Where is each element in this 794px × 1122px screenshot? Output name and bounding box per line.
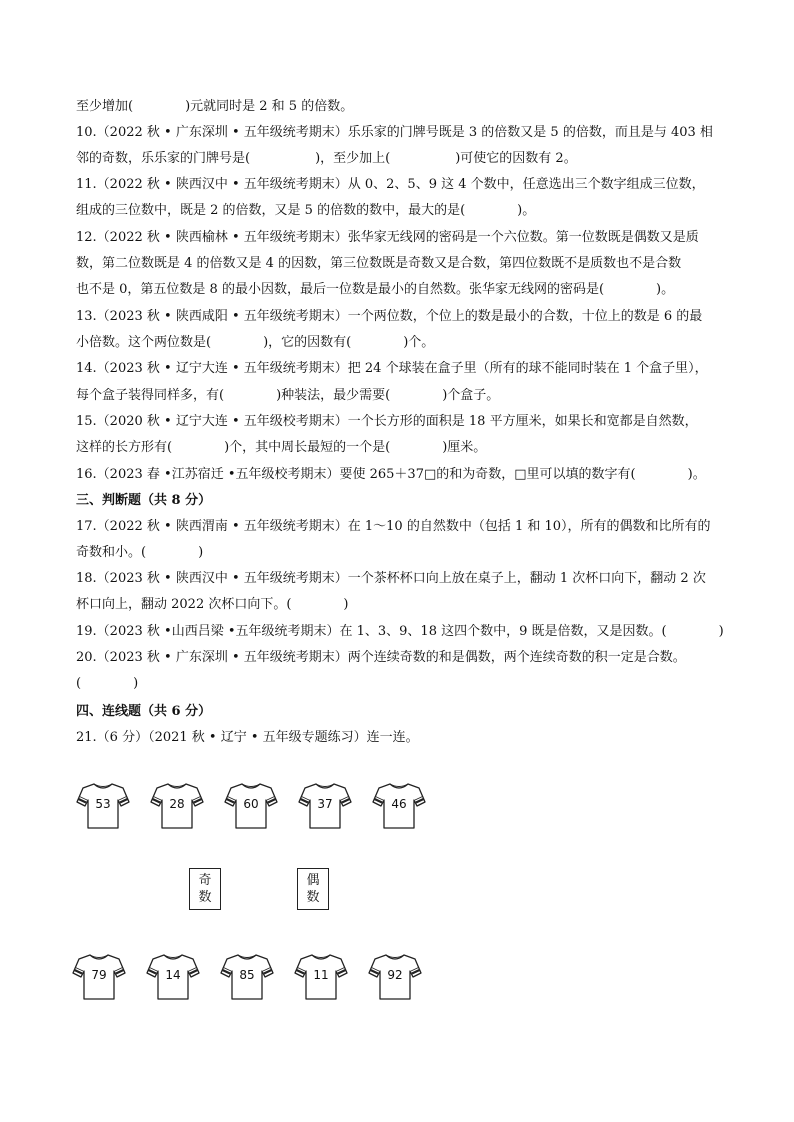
question-line: 奇数和小。( ) — [76, 545, 204, 560]
question-line: 杯口向上，翻动 2022 次杯口向下。( ) — [76, 597, 349, 612]
shirt-number: 60 — [243, 797, 259, 811]
question-line: 12.（2022 秋 • 陕西榆林 • 五年级统考期末）张华家无线网的密码是一个六位数。第一位数既是偶数又是质 — [76, 230, 699, 245]
question-line: 17.（2022 秋 • 陕西渭南 • 五年级统考期末）在 1～10 的自然数中（包括 1 和 10），所有的偶数和比所有的 — [76, 519, 711, 534]
section-heading: 三、判断题（共 8 分） — [76, 493, 212, 508]
question-line: 11.（2022 秋 • 陕西汉中 • 五年级统考期末）从 0、2、5、9 这 4 个数中，任意选出三个数字组成三位数， — [76, 177, 705, 192]
question-line: 14.（2023 秋 • 辽宁大连 • 五年级统考期末）把 24 个球装在盒子里（所有的球不能同时装在 1 个盒子里）， — [76, 361, 708, 376]
shirt-number: 37 — [317, 797, 333, 811]
question-line: 21.（6 分）（2021 秋 • 辽宁 • 五年级专题练习）连一连。 — [76, 730, 419, 745]
shirt-number: 85 — [239, 968, 255, 982]
even-number-box — [297, 868, 329, 910]
shirt-number: 11 — [313, 968, 329, 982]
question-line: 至少增加( )元就同时是 2 和 5 的倍数。 — [76, 99, 354, 114]
shirt-number: 28 — [169, 797, 185, 811]
question-line: 16.（2023 春 •江苏宿迁 •五年级校考期末）要使 265＋37□的和为奇数，□里可以填的数字有( )。 — [76, 467, 706, 482]
question-line: 也不是 0，第五位数是 8 的最小因数，最后一位数是最小的自然数。张华家无线网的密码是( )。 — [76, 282, 675, 297]
odd-number-box — [189, 868, 221, 910]
question-line: 每个盒子装得同样多，有( )种装法，最少需要( )个盒子。 — [76, 388, 500, 403]
shirt-number: 14 — [165, 968, 181, 982]
shirt-icon[interactable] — [219, 951, 275, 1003]
shirt-icon[interactable] — [145, 951, 201, 1003]
shirt-icon[interactable] — [149, 780, 205, 832]
shirt-number: 46 — [391, 797, 407, 811]
box-label-line1: 偶 — [306, 873, 320, 888]
shirt-icon[interactable] — [367, 951, 423, 1003]
question-line: 10.（2022 秋 • 广东深圳 • 五年级统考期末）乐乐家的门牌号既是 3 的倍数又是 5 的倍数，而且是与 403 相 — [76, 125, 713, 140]
question-line: 组成的三位数中，既是 2 的倍数，又是 5 的倍数的数中，最大的是( )。 — [76, 203, 536, 218]
question-line: 20.（2023 秋 • 广东深圳 • 五年级统考期末）两个连续奇数的和是偶数，两个连续奇数的积一定是合数。 — [76, 650, 686, 665]
shirt-icon[interactable] — [297, 780, 353, 832]
shirt-number: 53 — [95, 797, 111, 811]
question-line: 数，第二位数既是 4 的倍数又是 4 的因数，第三位数既是奇数又是合数，第四位数既不是质数也不是合数 — [76, 256, 682, 271]
question-line: ( ) — [76, 676, 139, 691]
shirt-icon[interactable] — [75, 780, 131, 832]
shirt-icon[interactable] — [71, 951, 127, 1003]
question-line: 小倍数。这个两位数是( )，它的因数有( )个。 — [76, 335, 435, 350]
shirt-icon[interactable] — [371, 780, 427, 832]
section-heading: 四、连线题（共 6 分） — [76, 704, 212, 719]
question-line: 13.（2023 秋 • 陕西咸阳 • 五年级统考期末）一个两位数，个位上的数是最小的合数，十位上的数是 6 的最 — [76, 309, 703, 324]
question-line: 18.（2023 秋 • 陕西汉中 • 五年级统考期末）一个茶杯杯口向上放在桌子上，翻动 1 次杯口向下，翻动 2 次 — [76, 571, 706, 586]
shirt-icon[interactable] — [293, 951, 349, 1003]
question-line: 这样的长方形有( )个，其中周长最短的一个是( )厘米。 — [76, 440, 487, 455]
box-label-line2: 数 — [198, 890, 212, 905]
shirt-icon[interactable] — [223, 780, 279, 832]
question-line: 19.（2023 秋 •山西吕梁 •五年级统考期末）在 1、3、9、18 这四个数中，9 既是倍数，又是因数。( ) — [76, 624, 724, 639]
question-line: 15.（2020 秋 • 辽宁大连 • 五年级校考期末）一个长方形的面积是 18 平方厘米，如果长和宽都是自然数， — [76, 414, 698, 429]
shirt-number: 92 — [387, 968, 403, 982]
question-line: 邻的奇数，乐乐家的门牌号是( )，至少加上( )可使它的因数有 2。 — [76, 151, 577, 166]
box-label-line1: 奇 — [198, 873, 212, 888]
box-label-line2: 数 — [306, 890, 320, 905]
shirt-number: 79 — [91, 968, 107, 982]
